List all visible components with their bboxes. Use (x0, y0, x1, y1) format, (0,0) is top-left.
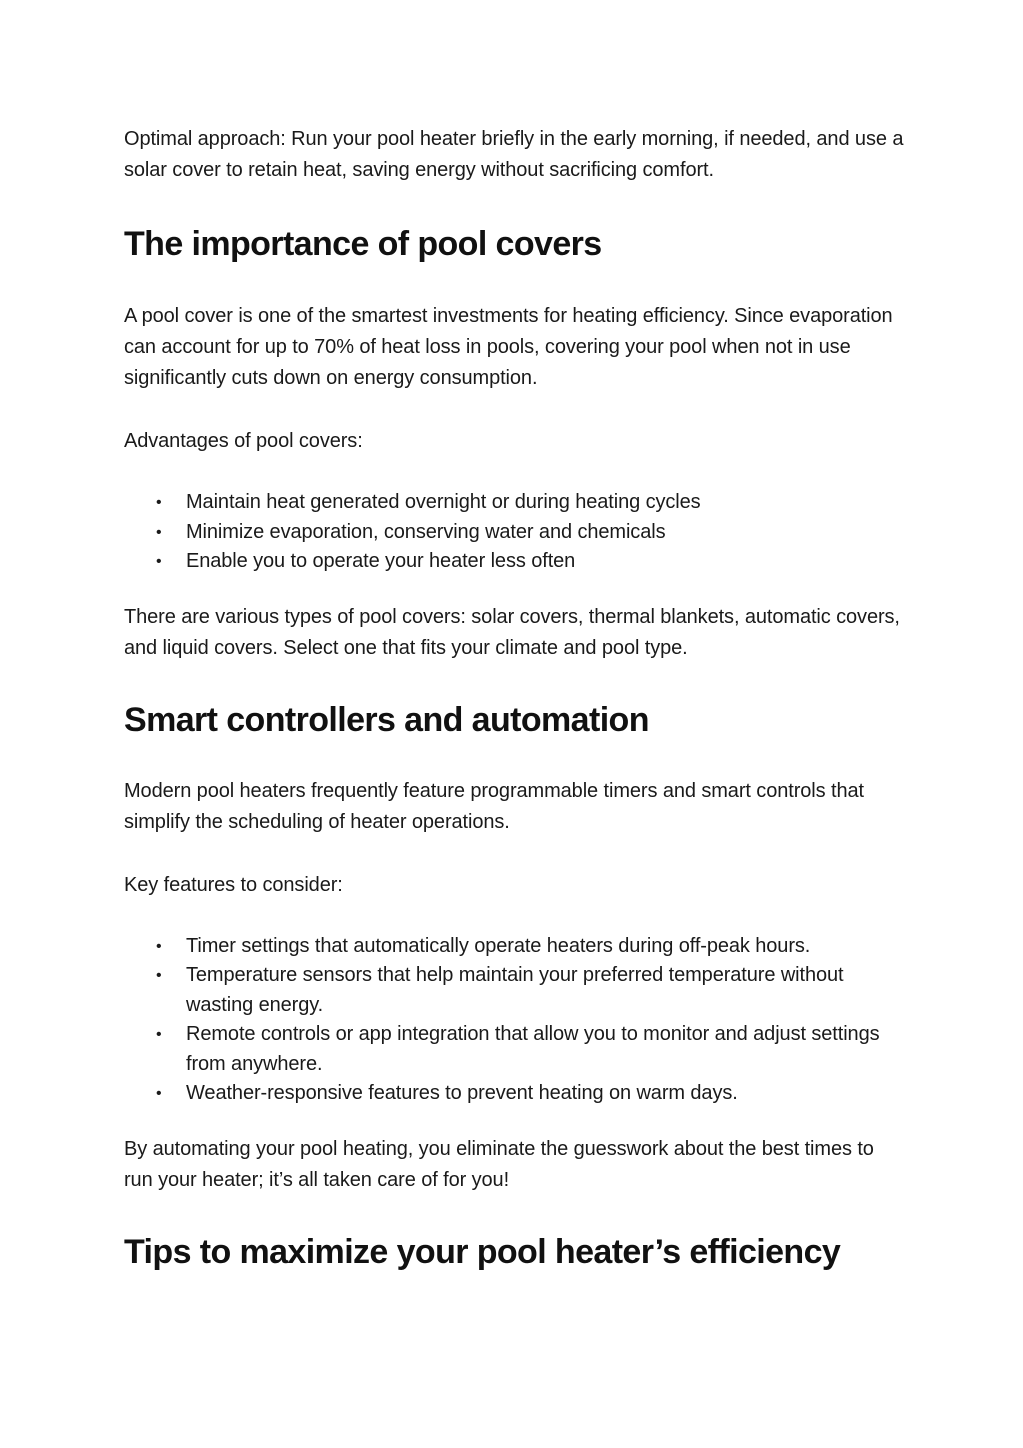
list-item-text: Maintain heat generated overnight or during heating cycles (186, 491, 701, 513)
list-item-text: Weather-responsive features to prevent heating on warm days. (186, 1082, 738, 1104)
bullet-icon: • (156, 553, 162, 570)
list-item (124, 1079, 904, 1109)
bullet-icon: • (156, 494, 162, 511)
bullet-icon: • (156, 523, 162, 541)
list-item (124, 547, 904, 577)
section-heading-pool-covers: The importance of pool covers (124, 225, 602, 263)
list-item-text: Remote controls or app integration that allow you to monitor and adjust settings from anywhere. (186, 1023, 880, 1075)
smart-controllers-paragraph: Modern pool heaters frequently feature programmable timers and smart controls that simplify the scheduling of heater operations. (124, 779, 864, 833)
document-page (124, 124, 904, 1272)
list-item (124, 961, 904, 1020)
list-item (124, 518, 904, 548)
automation-summary-paragraph: By automating your pool heating, you eliminate the guesswork about the best times to run your heater; it’s all taken care of for you! (124, 1137, 874, 1191)
bullet-icon: • (156, 937, 162, 955)
section-heading-smart-controllers: Smart controllers and automation (124, 700, 649, 739)
bullet-icon: • (156, 967, 162, 984)
list-item-text: Enable you to operate your heater less often (186, 550, 576, 572)
pool-covers-paragraph: A pool cover is one of the smartest investments for heating efficiency. Since evaporation can account for up to 70% of heat loss in pools, covering your pool when not in use significantly cuts down on energy consumption. (124, 305, 893, 389)
key-features-list (124, 932, 904, 1109)
bullet-icon: • (156, 1085, 162, 1102)
advantages-list (124, 488, 904, 577)
section-heading-efficiency-tips: Tips to maximize your pool heater’s efficiency (124, 1232, 841, 1271)
list-item (124, 1020, 904, 1079)
advantages-label: Advantages of pool covers: (124, 430, 363, 452)
list-item-text: Temperature sensors that help maintain your preferred temperature without wasting energy. (186, 964, 844, 1016)
list-item-text: Minimize evaporation, conserving water and chemicals (186, 520, 666, 543)
list-item (124, 932, 904, 962)
bullet-icon: • (156, 1026, 162, 1043)
list-item (124, 488, 904, 518)
key-features-label: Key features to consider: (124, 873, 343, 896)
intro-paragraph: Optimal approach: Run your pool heater briefly in the early morning, if needed, and use a solar cover to retain heat, saving energy without sacrificing comfort. (124, 128, 904, 181)
cover-types-paragraph: There are various types of pool covers: solar covers, thermal blankets, automatic covers, and liquid covers. Select one that fits your climate and pool type. (124, 605, 900, 659)
list-item-text: Timer settings that automatically operate heaters during off-peak hours. (186, 934, 811, 957)
